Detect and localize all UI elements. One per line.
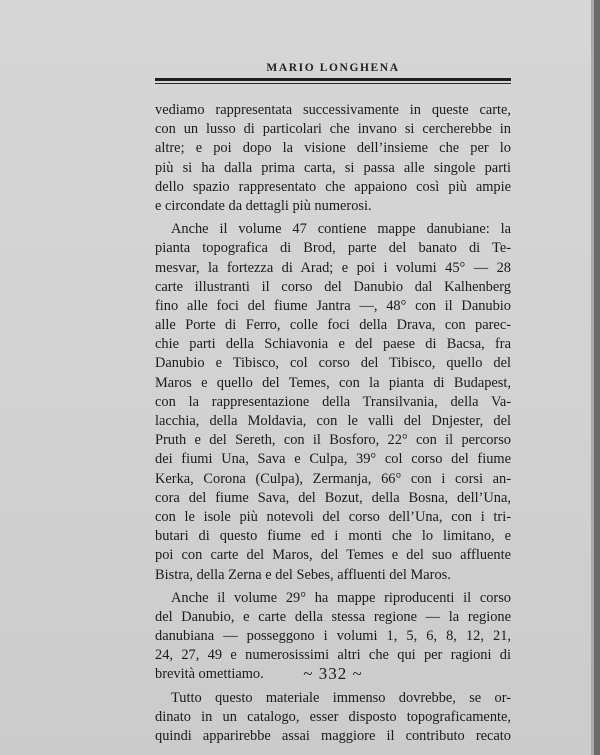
page-number: ~ 332 ~ <box>303 664 363 683</box>
text-line: butari di questo fiume ed i monti che lo limitano, e <box>155 528 511 545</box>
text-line: danubiana — posseggono i volumi 1, 5, 6, 8, 12, 21, <box>155 628 511 645</box>
text-line: chie parti della Schiavonia e del paese di Bacsa, fra <box>155 336 511 353</box>
text-line: Danubio e Tibisco, col corso del Tibisco, quello del <box>155 355 511 372</box>
text-line: dei fiumi Una, Sava e Culpa, 39° col corso del fiume <box>155 451 511 468</box>
text-line: altre; e poi dopo la visione dell’insieme che per lo <box>155 140 511 157</box>
paragraph-1 <box>155 101 511 216</box>
header-rule-thick <box>155 78 511 81</box>
text-line: Maros e quello del Temes, con la pianta di Budapest, <box>155 374 511 391</box>
text-line: brevità omettiamo. <box>155 666 264 683</box>
text-line: Anche il volume 29° ha mappe riproducenti il corso <box>171 589 511 606</box>
text-line: con le isole più notevoli del corso dell’Una, con i tri- <box>155 508 511 525</box>
text-line: Pruth e del Sereth, con il Bosforo, 22° con il percorso <box>155 432 511 449</box>
text-line: Tutto questo materiale immenso dovrebbe, se or- <box>171 689 511 706</box>
text-line: più si ha dalla prima carta, si passa alle singole parti <box>155 159 511 176</box>
text-line: mesvar, la fortezza di Arad; e poi i volumi 45° — 28 <box>155 259 511 276</box>
text-line: Anche il volume 47 contiene mappe danubiane: la <box>171 221 511 238</box>
text-line: cora del fiume Sava, del Bozut, della Bosna, dell’Una, <box>155 489 511 506</box>
header-rule-thin <box>155 83 511 84</box>
text-line: del Danubio, e carte della stessa regione — la regione <box>155 608 511 625</box>
paragraph-2 <box>155 220 511 585</box>
paragraph-4 <box>155 689 511 747</box>
body-text <box>155 101 511 750</box>
text-line: fino alle foci del fiume Jantra —, 48° con il Danubio <box>155 297 511 314</box>
running-head: MARIO LONGHENA <box>266 62 400 74</box>
text-line: vediamo rappresentata successivamente in queste carte, <box>155 102 511 118</box>
text-line: e circondate da dettagli più numerosi. <box>155 197 372 214</box>
text-line: con un lusso di particolari che invano si cercherebbe in <box>155 121 511 138</box>
text-line: carte illustranti il corso del Danubio dal Kalhenberg <box>155 278 511 295</box>
text-line: con la rappresentazione della Transilvania, della Va- <box>155 393 511 410</box>
text-line: Bistra, della Zerna e del Sebes, affluenti del Maros. <box>155 566 451 583</box>
text-line: dinato in un catalogo, esser disposto topograficamente, <box>155 708 511 725</box>
text-line: poi con carte del Maros, del Temes e del suo affluente <box>155 547 511 564</box>
text-line: 24, 27, 49 e numerosissimi altri che qui per ragioni di <box>155 647 511 664</box>
page-edge <box>594 0 600 755</box>
text-line: alle Porte di Ferro, colle foci della Drava, con parec- <box>155 317 511 334</box>
text-line: pianta topografica di Brod, parte del banato di Te- <box>155 240 511 257</box>
text-line: Kerka, Corona (Culpa), Zermanja, 66° con i corsi an- <box>155 470 511 487</box>
text-line: quindi apparirebbe assai maggiore il contributo recato <box>155 728 511 744</box>
text-line: lacchia, della Moldavia, con le valli del Dnjester, del <box>155 413 511 429</box>
text-line: dello spazio rappresentato che appaiono così più ampie <box>155 178 511 195</box>
